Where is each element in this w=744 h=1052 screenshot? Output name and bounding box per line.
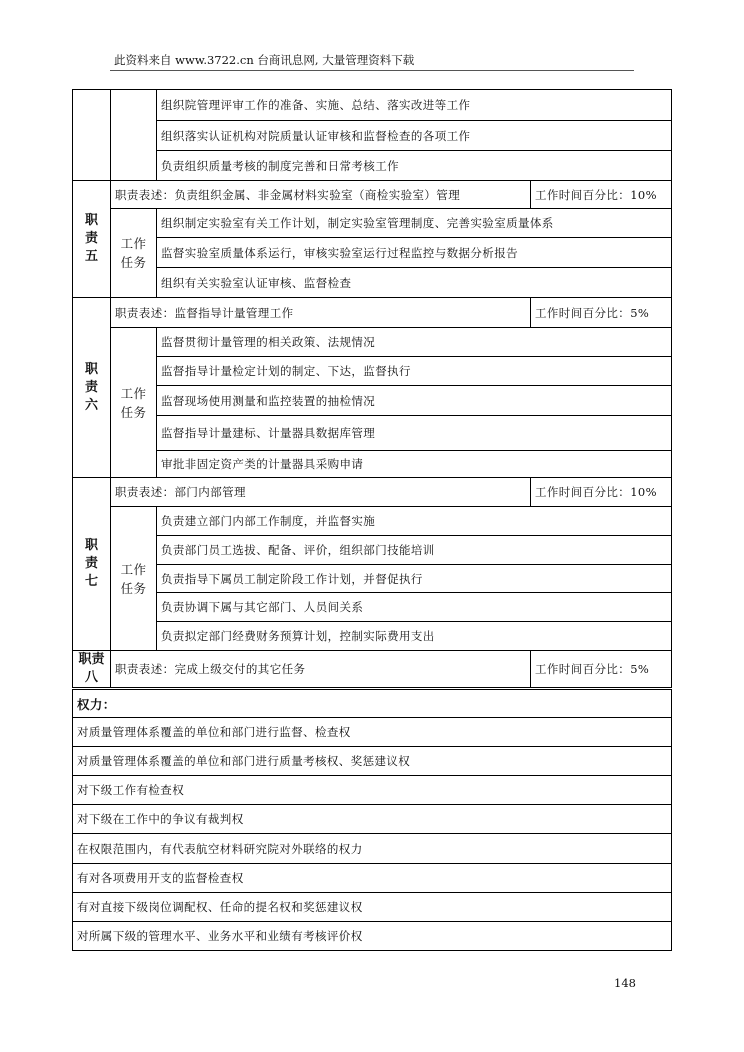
- time-percentage: 工作时间百分比：10%: [531, 181, 672, 209]
- authority-item: 有对各项费用开支的监督检查权: [73, 864, 672, 893]
- duty-title-char: 责: [84, 379, 98, 395]
- task-item: 组织落实认证机构对院质量认证审核和监督检查的各项工作: [157, 121, 672, 151]
- table-row: [73, 268, 672, 298]
- task-item: 组织有关实验室认证审核、监督检查: [157, 268, 672, 298]
- table-row: [73, 922, 672, 951]
- table-row: [73, 747, 672, 776]
- table-row: [73, 181, 672, 209]
- authority-heading: 权力：: [73, 689, 672, 718]
- time-percentage: 工作时间百分比：5%: [531, 651, 672, 689]
- time-percentage: 工作时间百分比：10%: [531, 478, 672, 507]
- duty-title-char: 责: [84, 231, 98, 246]
- duty-title-char: 八: [84, 670, 98, 685]
- table-row: [73, 536, 672, 565]
- table-row: [73, 238, 672, 268]
- duty-title-char: 五: [84, 249, 98, 264]
- table-row: [73, 805, 672, 834]
- task-item: 负责建立部门内部工作制度，并监督实施: [157, 507, 672, 536]
- page-header: [110, 52, 634, 71]
- task-label-line: 任务: [120, 255, 147, 270]
- task-label-line: 工作: [120, 561, 147, 577]
- table-row: [73, 718, 672, 747]
- duty-eight-title: [73, 651, 111, 689]
- header-text: 此资料来自 www.3722.cn 台商讯息网, 大量管理资料下载: [114, 53, 415, 67]
- task-label: [111, 209, 157, 298]
- table-row: [73, 864, 672, 893]
- table-row: [73, 298, 672, 328]
- table-row: [73, 776, 672, 805]
- duty-seven-title: [73, 478, 111, 651]
- task-item: 监督现场使用测量和监控装置的抽检情况: [157, 386, 672, 416]
- task-label-line: 任务: [120, 404, 147, 420]
- task-label-line: 任务: [120, 580, 147, 596]
- duty-title-char: 责: [84, 556, 98, 571]
- task-item: 审批非固定资产类的计量器具采购申请: [157, 451, 672, 478]
- duty-title-char: 六: [84, 397, 98, 413]
- responsibility-table: [72, 89, 672, 951]
- task-label-line: 工作: [120, 236, 147, 251]
- table-row: [73, 565, 672, 593]
- duty-statement: 职责表述：完成上级交付的其它任务: [111, 651, 531, 689]
- authority-item: 对下级在工作中的争议有裁判权: [73, 805, 672, 834]
- task-item: 负责组织质量考核的制度完善和日常考核工作: [157, 151, 672, 181]
- table-row: [73, 90, 672, 121]
- task-label: [111, 328, 157, 478]
- duty-statement: 职责表述：部门内部管理: [111, 478, 531, 507]
- table-row: [73, 451, 672, 478]
- table-row: [73, 651, 672, 689]
- table-row: [73, 357, 672, 386]
- duty-title-char: 职: [84, 538, 98, 553]
- table-row: [73, 386, 672, 416]
- table-row: [73, 478, 672, 507]
- task-item: 负责拟定部门经费财务预算计划，控制实际费用支出: [157, 622, 672, 651]
- task-item: 组织制定实验室有关工作计划，制定实验室管理制度、完善实验室质量体系: [157, 209, 672, 238]
- authority-item: 在权限范围内，有代表航空材料研究院对外联络的权力: [73, 834, 672, 864]
- task-item: 负责部门员工选拔、配备、评价，组织部门技能培训: [157, 536, 672, 565]
- authority-item: 对质量管理体系覆盖的单位和部门进行监督、检查权: [73, 718, 672, 747]
- table-row: [73, 416, 672, 451]
- task-item: 监督贯彻计量管理的相关政策、法规情况: [157, 328, 672, 357]
- duty-five-title: [73, 181, 111, 298]
- task-item: 负责指导下属员工制定阶段工作计划，并督促执行: [157, 565, 672, 593]
- table-row: [73, 209, 672, 238]
- table-row: [73, 689, 672, 718]
- table-row: [73, 151, 672, 181]
- blank-task-label-cell: [111, 90, 157, 181]
- table-row: [73, 834, 672, 864]
- blank-duty-cell: [73, 90, 111, 181]
- table-row: [73, 893, 672, 922]
- task-label: [111, 507, 157, 651]
- table-row: [73, 121, 672, 151]
- task-item: 监督实验室质量体系运行，审核实验室运行过程监控与数据分析报告: [157, 238, 672, 268]
- task-item: 组织院管理评审工作的准备、实施、总结、落实改进等工作: [157, 90, 672, 121]
- duty-six-title: [73, 298, 111, 478]
- task-label-line: 工作: [120, 385, 147, 401]
- table-row: [73, 622, 672, 651]
- page-number: 148: [614, 976, 636, 990]
- duty-title-char: 职: [84, 361, 98, 377]
- duty-statement: 职责表述：监督指导计量管理工作: [111, 298, 531, 328]
- authority-item: 对所属下级的管理水平、业务水平和业绩有考核评价权: [73, 922, 672, 951]
- authority-item: 对质量管理体系覆盖的单位和部门进行质量考核权、奖惩建议权: [73, 747, 672, 776]
- authority-item: 对下级工作有检查权: [73, 776, 672, 805]
- task-item: 负责协调下属与其它部门、人员间关系: [157, 593, 672, 622]
- task-item: 监督指导计量建标、计量器具数据库管理: [157, 416, 672, 451]
- duty-title-char: 职: [84, 213, 98, 228]
- duty-title-char: 七: [84, 574, 98, 589]
- table-row: [73, 507, 672, 536]
- authority-item: 有对直接下级岗位调配权、任命的提名权和奖惩建议权: [73, 893, 672, 922]
- duty-title-char: 职责: [78, 652, 105, 667]
- time-percentage: 工作时间百分比：5%: [531, 298, 672, 328]
- duty-statement: 职责表述：负责组织金属、非金属材料实验室（商检实验室）管理: [111, 181, 531, 209]
- table-row: [73, 593, 672, 622]
- task-item: 监督指导计量检定计划的制定、下达，监督执行: [157, 357, 672, 386]
- table-row: [73, 328, 672, 357]
